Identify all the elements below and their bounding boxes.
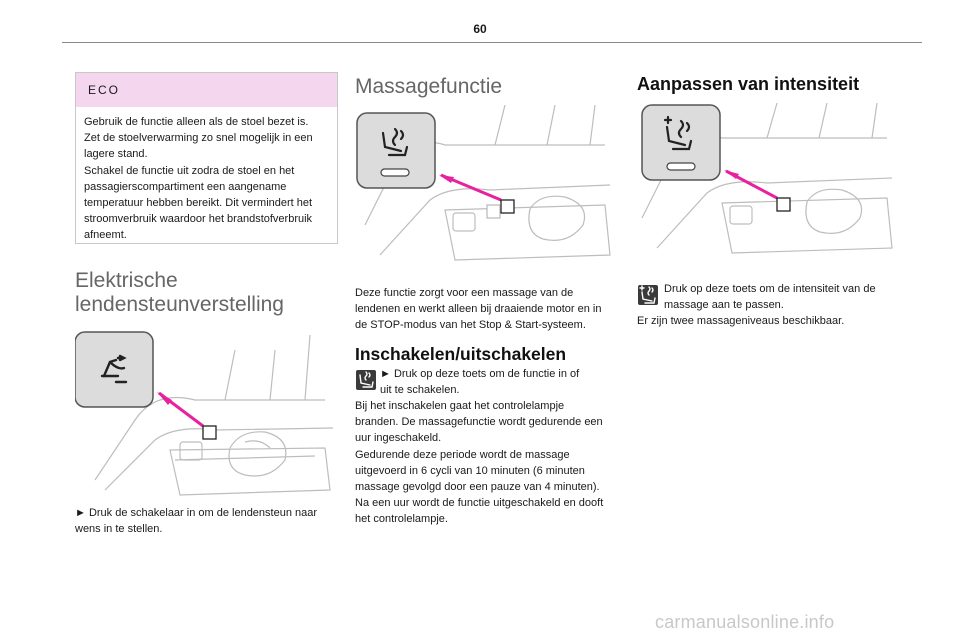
massage-intensity-icon: [638, 285, 658, 305]
massage-seat-illustration: [355, 105, 620, 275]
intensity-text: Er zijn twee massageniveaus beschikbaar.: [637, 315, 845, 327]
eco-line: lagere stand.: [84, 148, 148, 161]
lumbar-seat-illustration: [75, 330, 340, 500]
header-rule: [62, 42, 922, 43]
onoff-title: Inschakelen/uitschakelen: [355, 344, 567, 364]
page-number: 60: [473, 22, 487, 36]
watermark: carmanualsonline.info: [655, 612, 835, 632]
eco-line: passagierscompartiment een aangename: [84, 180, 287, 193]
eco-line: temperatuur hebben bereikt. Dit vermindert het: [84, 197, 313, 210]
onoff-icon-text: ► Druk op deze toets om de functie in of uit te schakelen.: [380, 368, 580, 397]
intensity-seat-illustration: [637, 103, 902, 273]
eco-header: ECO: [76, 73, 337, 107]
massage-intro: Deze functie zorgt voor een massage van de lendenen en werkt alleen bij draaiende motor en in de STOP-modus van het Stop & Start-systeem.: [355, 287, 602, 332]
eco-line: Schakel de functie uit zodra de stoel en het: [84, 164, 295, 177]
eco-text: [76, 107, 337, 244]
eco-line: afneemt.: [84, 229, 127, 242]
eco-line: Gebruik de functie alleen als de stoel bezet is.: [84, 116, 309, 128]
eco-line: Zet de stoelverwarming zo snel mogelijk in een: [84, 132, 313, 145]
eco-line: stroomverbruik waardoor het brandstofverbruik: [84, 213, 313, 226]
intensity-title: Aanpassen van intensiteit: [637, 74, 860, 94]
eco-box: [75, 72, 338, 244]
lumbar-instruction: ► Druk de schakelaar in om de lendensteun naar wens in te stellen.: [75, 507, 318, 536]
intensity-icon-text: Druk op deze toets om de intensiteit van de massage aan te passen.: [664, 283, 876, 312]
massage-title: Massagefunctie: [355, 75, 503, 98]
onoff-text: Bij het inschakelen gaat het controlelampje branden. De massagefunctie wordt gedurende een uur ingeschakeld. Gedurende deze periode wordt de massage uitgevoerd in 6 cycli van 10 minuten (6 minuten massage gevolgd door een pauze van 4 minuten). Na een uur wordt de functie uitgeschakeld en dooft het controlelampje.: [355, 400, 604, 526]
lumbar-title: Elektrische lendensteunverstelling: [75, 269, 284, 316]
massage-seat-icon: [356, 370, 376, 390]
